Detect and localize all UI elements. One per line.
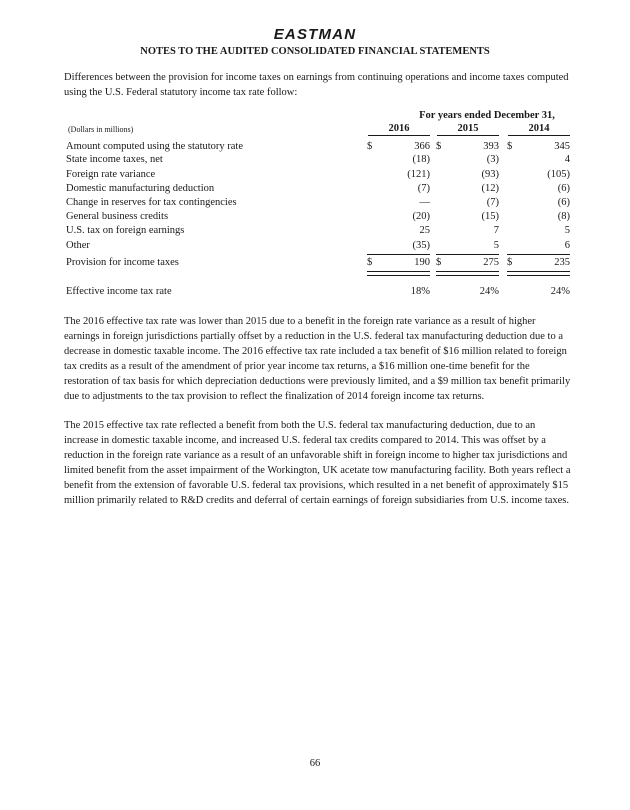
row-label: Effective income tax rate — [66, 286, 172, 297]
value-2016: (18) — [412, 154, 430, 165]
value-2015: 393 — [483, 141, 499, 152]
row-label: U.S. tax on foreign earnings — [66, 225, 185, 236]
row-label: Amount computed using the statutory rate — [66, 141, 244, 152]
row-label: Change in reserves for tax contingencies — [66, 197, 237, 208]
value-2014: 6 — [564, 240, 570, 251]
unit-label: (Dollars in millions) — [68, 125, 134, 134]
value-2015: 5 — [493, 240, 499, 251]
value-2016: (7) — [417, 183, 430, 194]
value-2015: 275 — [483, 257, 499, 268]
value-2016: 190 — [414, 257, 430, 268]
subtotal-rule — [507, 254, 570, 255]
value-2014: (8) — [557, 211, 570, 222]
table-row — [64, 154, 572, 168]
value-2015: (3) — [486, 154, 499, 165]
total-double-rule — [507, 271, 570, 276]
value-2015: (12) — [481, 183, 499, 194]
intro-text: Differences between the provision for income taxes on earnings from continuing operations and income taxes computed using the U.S. Federal statutory income tax rate follow: — [64, 72, 569, 98]
value-2014: 235 — [554, 257, 570, 268]
value-2014: 5 — [564, 225, 570, 236]
row-label: Other — [66, 240, 90, 251]
value-2014: 345 — [554, 141, 570, 152]
subtotal-rule — [367, 254, 430, 255]
row-label: Domestic manufacturing deduction — [66, 183, 215, 194]
value-2016: 18% — [410, 286, 430, 297]
table-row — [64, 197, 572, 211]
currency-symbol: $ — [507, 141, 513, 152]
currency-symbol: $ — [367, 257, 373, 268]
table-row — [64, 240, 572, 254]
currency-symbol: $ — [367, 141, 373, 152]
currency-symbol: $ — [507, 257, 513, 268]
table-row-total — [64, 257, 572, 271]
value-2015: (93) — [481, 169, 499, 180]
page-heading: NOTES TO THE AUDITED CONSOLIDATED FINANCIAL STATEMENTS — [140, 46, 490, 57]
value-2016: (20) — [412, 211, 430, 222]
value-2015: 7 — [493, 225, 499, 236]
table-header-row — [64, 123, 572, 137]
table-row — [64, 225, 572, 239]
value-2015: (7) — [486, 197, 499, 208]
value-2014: (6) — [557, 183, 570, 194]
value-2015: (15) — [481, 211, 499, 222]
value-2014: (105) — [547, 169, 570, 180]
value-2014: 24% — [550, 286, 570, 297]
table-row — [64, 169, 572, 183]
currency-symbol: $ — [436, 141, 442, 152]
value-2016: (35) — [412, 240, 430, 251]
total-double-rule — [436, 271, 499, 276]
year-header: 2015 — [437, 123, 499, 136]
paragraph-2015: The 2015 effective tax rate reflected a benefit from both the U.S. federal tax manufacturing deduction, due to an increase in domestic taxable income, and increased U.S. federal tax credits compared to 2014. This was offset by a reduction in the foreign rate variance as a result of an unfavorable shift in foreign income to higher tax jurisdictions and limited benefit from the asset impairment of the Workington, UK acetate tow manufacturing facility. Both years reflect a benefit from the extension of favorable U.S. federal tax provisions, which resulted in a net benefit of approximately $15 million primarily related to R&D credits and deferral of certain earnings of foreign subsidiaries from U.S. income taxes. — [64, 420, 571, 506]
row-label: Foreign rate variance — [66, 169, 156, 180]
year-header: 2016 — [368, 123, 430, 136]
page-number: 66 — [309, 758, 321, 769]
currency-symbol: $ — [436, 257, 442, 268]
paragraph-2016: The 2016 effective tax rate was lower than 2015 due to a benefit in the foreign rate variance as a result of higher earnings in foreign jurisdictions partially offset by a reduction in the U.S. federal tax manufacturing deduction due to a decrease in domestic taxable income. The 2016 effective tax rate included a tax benefit of $16 million related to foreign tax credits as a result of the amendment of prior year income tax returns, a $16 million one-time benefit for the restoration of tax basis for which depreciation deductions were previously limited, and a $9 million tax benefit primarily due to adjustments to the tax provision to reflect the finalization of 2014 foreign income tax returns. — [64, 316, 571, 402]
value-2016: — — [419, 197, 430, 208]
value-2016: 366 — [414, 141, 430, 152]
row-label: Provision for income taxes — [66, 257, 179, 268]
table-row — [64, 183, 572, 197]
value-2016: (121) — [407, 169, 430, 180]
value-2014: 4 — [564, 154, 570, 165]
row-label: State income taxes, net — [66, 154, 163, 165]
table-row — [64, 286, 572, 300]
row-label: General business credits — [66, 211, 169, 222]
company-logo: EASTMAN — [273, 26, 357, 43]
period-header: For years ended December 31, — [419, 110, 555, 121]
subtotal-rule — [436, 254, 499, 255]
table-row — [64, 211, 572, 225]
value-2015: 24% — [479, 286, 499, 297]
value-2014: (6) — [557, 197, 570, 208]
year-header: 2014 — [508, 123, 570, 136]
total-double-rule — [367, 271, 430, 276]
value-2016: 25 — [419, 225, 430, 236]
table-row — [64, 141, 572, 155]
